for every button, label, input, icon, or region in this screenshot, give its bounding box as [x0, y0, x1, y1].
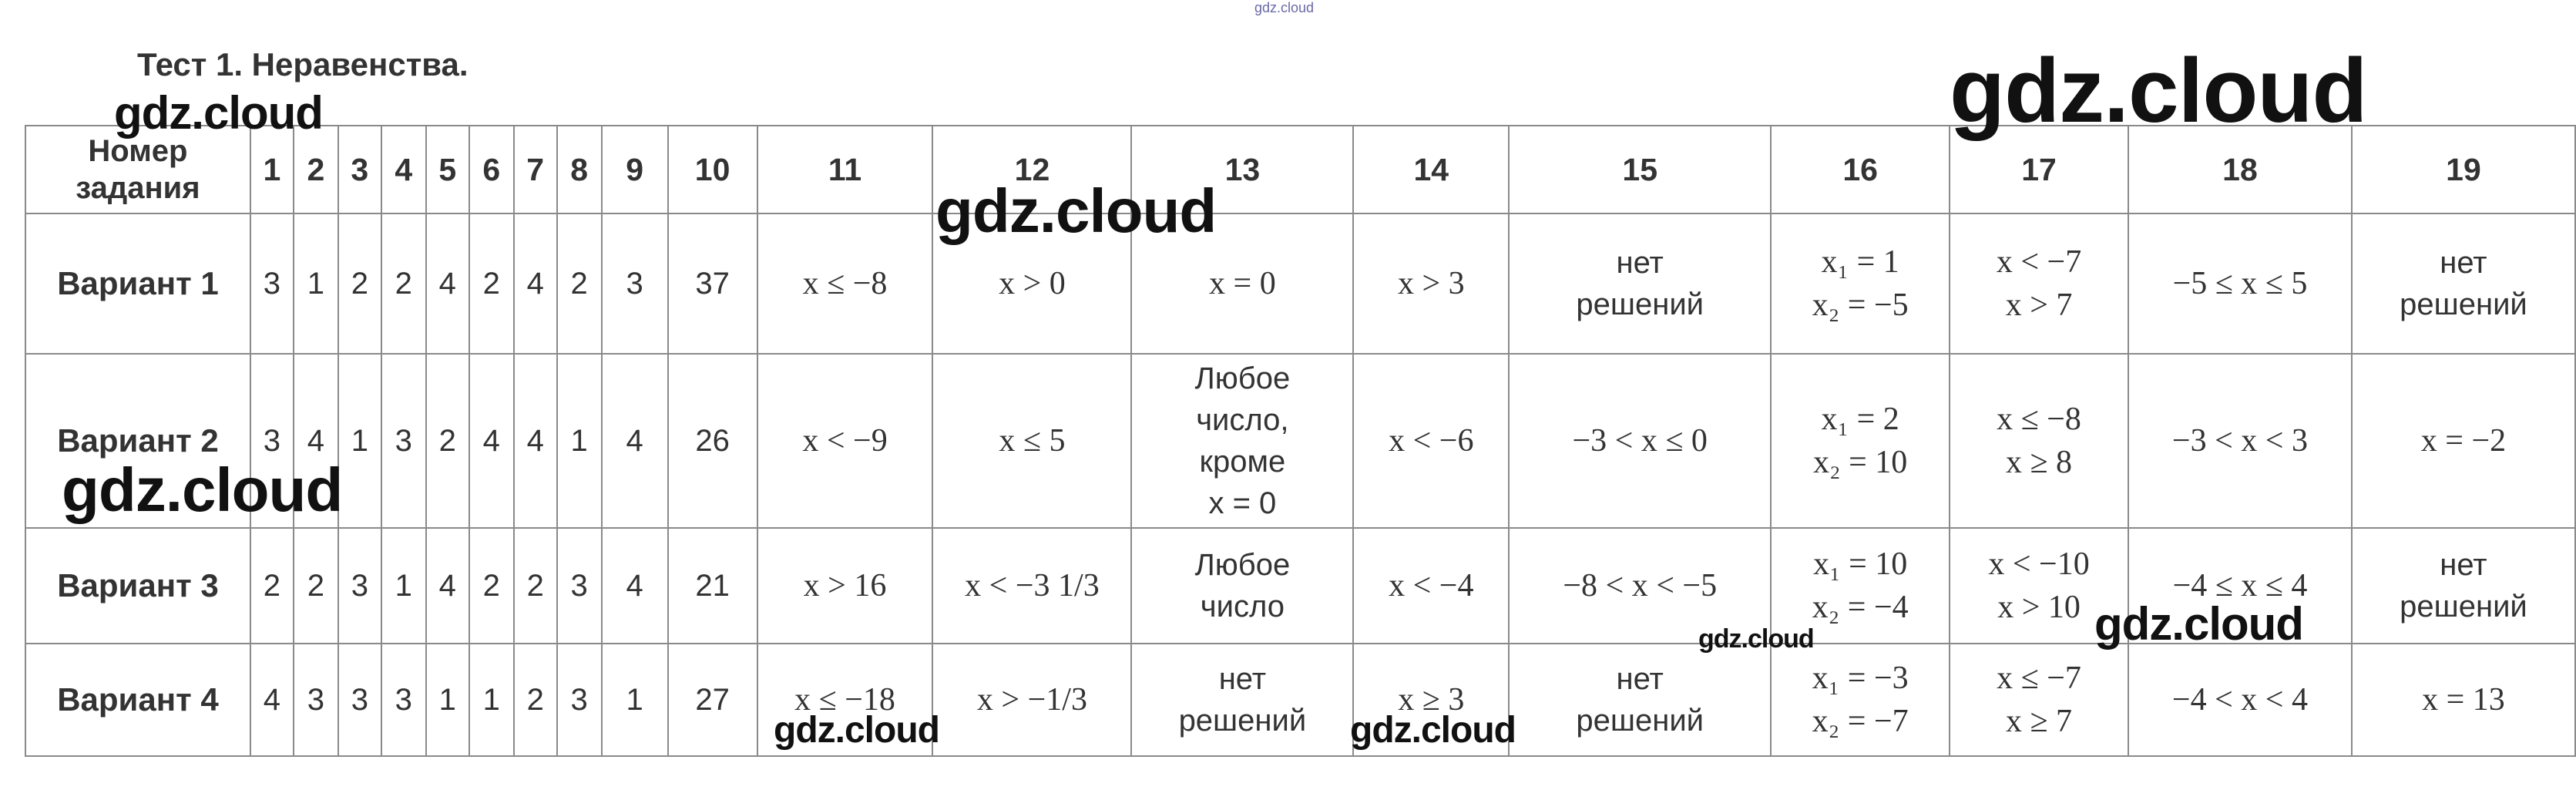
- answer-line: x ≥ 8: [2006, 445, 2073, 480]
- answer-cell: [381, 528, 426, 644]
- answer-line: x₁ = 1: [1821, 244, 1899, 280]
- answer-line: 1: [482, 682, 500, 717]
- answer-cell: [1771, 213, 1950, 354]
- answer-line: 1: [395, 568, 412, 603]
- answer-line: x ≤ −18: [794, 682, 895, 718]
- answer-cell: [1353, 354, 1509, 528]
- answer-line: 2: [351, 266, 368, 301]
- answer-cell: [1509, 644, 1771, 756]
- answer-cell: [602, 644, 668, 756]
- variant-label: Вариант 4: [25, 644, 250, 756]
- answer-line: Любое: [1194, 548, 1291, 582]
- answer-line: 1: [438, 682, 456, 717]
- answer-cell: [469, 213, 514, 354]
- answer-cell: [1131, 528, 1353, 644]
- answer-cell: [602, 354, 668, 528]
- answer-line: 2: [526, 682, 544, 717]
- answer-cell: [294, 213, 338, 354]
- variant-label: Вариант 1: [25, 213, 250, 354]
- answer-line: 4: [626, 568, 643, 603]
- answer-line: Любое: [1194, 361, 1291, 395]
- answer-line: число,: [1196, 403, 1289, 437]
- answer-line: 2: [482, 266, 500, 301]
- table-row: [25, 644, 2575, 756]
- answer-line: −4 ≤ x ≤ 4: [2172, 568, 2308, 603]
- answer-cell: [668, 354, 757, 528]
- answer-cell: [1771, 644, 1950, 756]
- answer-cell: [757, 528, 933, 644]
- answer-line: 1: [351, 423, 368, 458]
- variant-label: Вариант 3: [25, 528, 250, 644]
- answer-cell: [557, 644, 602, 756]
- answer-line: x < −9: [802, 423, 888, 459]
- column-header-12: 12: [932, 126, 1131, 213]
- answer-line: 3: [351, 568, 368, 603]
- answer-line: 4: [263, 682, 281, 717]
- answer-cell: [1771, 354, 1950, 528]
- answer-cell: [250, 213, 294, 354]
- answer-line: x = 13: [2422, 682, 2505, 718]
- answer-cell: [1353, 528, 1509, 644]
- answer-cell: [514, 213, 557, 354]
- column-header-19: 19: [2352, 126, 2575, 213]
- answer-cell: [469, 354, 514, 528]
- answer-cell: [426, 528, 469, 644]
- answer-cell: [426, 354, 469, 528]
- column-header-3: 3: [338, 126, 381, 213]
- answer-line: −8 < x < −5: [1563, 568, 1718, 603]
- answer-line: x = −2: [2420, 423, 2507, 459]
- answer-line: решений: [1576, 704, 1704, 738]
- answer-line: 3: [570, 682, 588, 717]
- watermark-text: gdz.cloud: [114, 87, 323, 139]
- answer-line: 26: [695, 423, 730, 458]
- answer-cell: [932, 528, 1131, 644]
- answer-cell: [469, 644, 514, 756]
- answer-cell: [250, 528, 294, 644]
- answer-cell: [514, 354, 557, 528]
- answer-line: 37: [695, 266, 730, 301]
- answer-line: кроме: [1199, 445, 1286, 479]
- answer-line: 27: [695, 682, 730, 717]
- watermark-text: gdz.cloud: [62, 456, 343, 524]
- answer-cell: [557, 213, 602, 354]
- answer-cell: [932, 354, 1131, 528]
- answer-line: x < −3 1/3: [965, 568, 1100, 603]
- answer-line: 2: [570, 266, 588, 301]
- answer-cell: [668, 213, 757, 354]
- column-header-11: 11: [757, 126, 933, 213]
- answer-cell: [1950, 354, 2128, 528]
- watermark-text: gdz.cloud: [2094, 598, 2303, 650]
- answer-line: нет: [1616, 246, 1664, 280]
- column-header-9: 9: [602, 126, 668, 213]
- answer-cell: [1950, 213, 2128, 354]
- answer-line: 1: [570, 423, 588, 458]
- answer-line: решений: [2400, 590, 2527, 624]
- answer-line: 4: [307, 423, 324, 458]
- answer-cell: [338, 528, 381, 644]
- answer-cell: [1950, 644, 2128, 756]
- answer-cell: [2352, 354, 2575, 528]
- answer-cell: [338, 213, 381, 354]
- answer-line: 3: [570, 568, 588, 603]
- answer-cell: [602, 528, 668, 644]
- column-header-18: 18: [2128, 126, 2352, 213]
- answer-line: x ≤ −8: [1997, 402, 2081, 437]
- answer-cell: [2352, 528, 2575, 644]
- answer-line: x > 10: [1997, 590, 2081, 625]
- answer-line: 1: [307, 266, 324, 301]
- column-header-15: 15: [1509, 126, 1771, 213]
- answer-cell: [1353, 213, 1509, 354]
- answer-line: число: [1200, 590, 1285, 624]
- answer-cell: [469, 528, 514, 644]
- small-watermark: gdz.cloud: [1254, 0, 1315, 15]
- answer-cell: [2352, 644, 2575, 756]
- answer-cell: [250, 644, 294, 756]
- answer-line: 3: [395, 423, 412, 458]
- answer-cell: [1509, 213, 1771, 354]
- answer-cell: [381, 354, 426, 528]
- column-header-8: 8: [557, 126, 602, 213]
- answer-cell: [426, 644, 469, 756]
- answer-line: решений: [2400, 287, 2527, 321]
- column-header-16: 16: [1771, 126, 1950, 213]
- answer-line: x ≤ 5: [999, 423, 1066, 459]
- answer-line: x < −10: [1988, 546, 2090, 582]
- answer-line: x < −4: [1389, 568, 1474, 603]
- answer-line: x₂ = 10: [1812, 445, 1908, 480]
- answer-line: 2: [263, 568, 281, 603]
- answer-cell: [514, 644, 557, 756]
- watermark-text: gdz.cloud: [1950, 40, 2367, 142]
- answer-cell: [381, 213, 426, 354]
- answer-line: 3: [307, 682, 324, 717]
- answer-line: x > 0: [999, 266, 1066, 301]
- answer-cell: [514, 528, 557, 644]
- answer-line: 3: [351, 682, 368, 717]
- answer-cell: [1131, 354, 1353, 528]
- answer-cell: [757, 213, 933, 354]
- column-header-4: 4: [381, 126, 426, 213]
- answer-line: нет: [1616, 662, 1664, 696]
- column-header-2: 2: [294, 126, 338, 213]
- answer-line: 2: [526, 568, 544, 603]
- answer-line: x₂ = −5: [1812, 287, 1909, 323]
- answer-line: 2: [307, 568, 324, 603]
- answer-line: 4: [526, 266, 544, 301]
- column-header-17: 17: [1950, 126, 2128, 213]
- watermark-text: gdz.cloud: [1698, 624, 1814, 654]
- answer-line: 4: [482, 423, 500, 458]
- answer-cell: [1131, 644, 1353, 756]
- answer-line: x < −7: [1996, 244, 2082, 280]
- answer-line: x ≤ −7: [1997, 661, 2081, 696]
- answer-line: x > 7: [2005, 287, 2073, 323]
- answer-line: 1: [626, 682, 643, 717]
- answer-line: x = 0: [1209, 266, 1276, 301]
- answer-line: x > 3: [1397, 266, 1465, 301]
- answer-line: −5 ≤ x ≤ 5: [2172, 266, 2308, 301]
- answer-line: x ≥ 3: [1398, 682, 1465, 718]
- column-header-6: 6: [469, 126, 514, 213]
- answer-cell: [2128, 213, 2352, 354]
- answer-line: нет: [1218, 662, 1267, 696]
- answer-line: 4: [526, 423, 544, 458]
- answer-cell: [757, 354, 933, 528]
- answer-line: x₂ = −4: [1812, 590, 1909, 625]
- answer-line: −3 < x < 3: [2171, 423, 2308, 459]
- answer-line: x ≥ 7: [2006, 704, 2073, 739]
- column-header-5: 5: [426, 126, 469, 213]
- answer-line: x₂ = −7: [1812, 704, 1909, 739]
- table-row: [25, 213, 2575, 354]
- answer-line: нет: [2440, 246, 2487, 280]
- answer-cell: [338, 354, 381, 528]
- answer-line: x₁ = 2: [1821, 402, 1899, 437]
- answers-table: [25, 125, 2576, 757]
- answer-line: решений: [1178, 704, 1307, 738]
- column-header-14: 14: [1353, 126, 1509, 213]
- answer-cell: [602, 213, 668, 354]
- answer-cell: [1509, 354, 1771, 528]
- answer-cell: [294, 528, 338, 644]
- answer-cell: [668, 644, 757, 756]
- answer-cell: [932, 644, 1131, 756]
- answer-cell: [2352, 213, 2575, 354]
- header-line: задания: [76, 171, 200, 205]
- answer-line: −3 < x ≤ 0: [1572, 423, 1708, 459]
- answer-cell: [557, 528, 602, 644]
- column-header-7: 7: [514, 126, 557, 213]
- answer-cell: [338, 644, 381, 756]
- answer-line: 2: [438, 423, 456, 458]
- answer-cell: [668, 528, 757, 644]
- answer-line: 21: [695, 568, 730, 603]
- answer-line: −4 < x < 4: [2171, 682, 2308, 718]
- answer-cell: [381, 644, 426, 756]
- answer-cell: [426, 213, 469, 354]
- answer-line: решений: [1576, 287, 1704, 321]
- watermark-text: gdz.cloud: [774, 710, 939, 751]
- column-header-1: 1: [250, 126, 294, 213]
- answer-line: x < −6: [1389, 423, 1474, 459]
- answer-line: x₁ = 10: [1812, 546, 1908, 582]
- answer-line: x > −1/3: [976, 682, 1087, 718]
- answer-line: нет: [2440, 548, 2487, 582]
- page-title: Тест 1. Неравенства.: [137, 46, 469, 82]
- answer-line: 4: [626, 423, 643, 458]
- answer-line: 4: [438, 266, 456, 301]
- answer-cell: [2128, 354, 2352, 528]
- watermark-text: gdz.cloud: [935, 176, 1217, 245]
- answer-line: 2: [482, 568, 500, 603]
- header-line: Номер: [88, 134, 188, 168]
- watermark-text: gdz.cloud: [1350, 710, 1516, 751]
- table-row: [25, 354, 2575, 528]
- column-header-10: 10: [668, 126, 757, 213]
- answer-cell: [2128, 644, 2352, 756]
- variant-label: Вариант 2: [25, 354, 250, 528]
- answer-cell: [294, 644, 338, 756]
- answer-line: 3: [263, 266, 281, 301]
- answer-line: 2: [395, 266, 412, 301]
- answer-line: x ≤ −8: [802, 266, 888, 301]
- answer-line: x > 16: [803, 568, 887, 603]
- answer-line: 3: [263, 423, 281, 458]
- answer-line: x = 0: [1208, 486, 1277, 520]
- answer-line: 3: [626, 266, 643, 301]
- answer-line: 4: [438, 568, 456, 603]
- answer-line: x₁ = −3: [1812, 661, 1909, 696]
- answer-cell: [557, 354, 602, 528]
- answer-line: 3: [395, 682, 412, 717]
- column-header-13: 13: [1131, 126, 1353, 213]
